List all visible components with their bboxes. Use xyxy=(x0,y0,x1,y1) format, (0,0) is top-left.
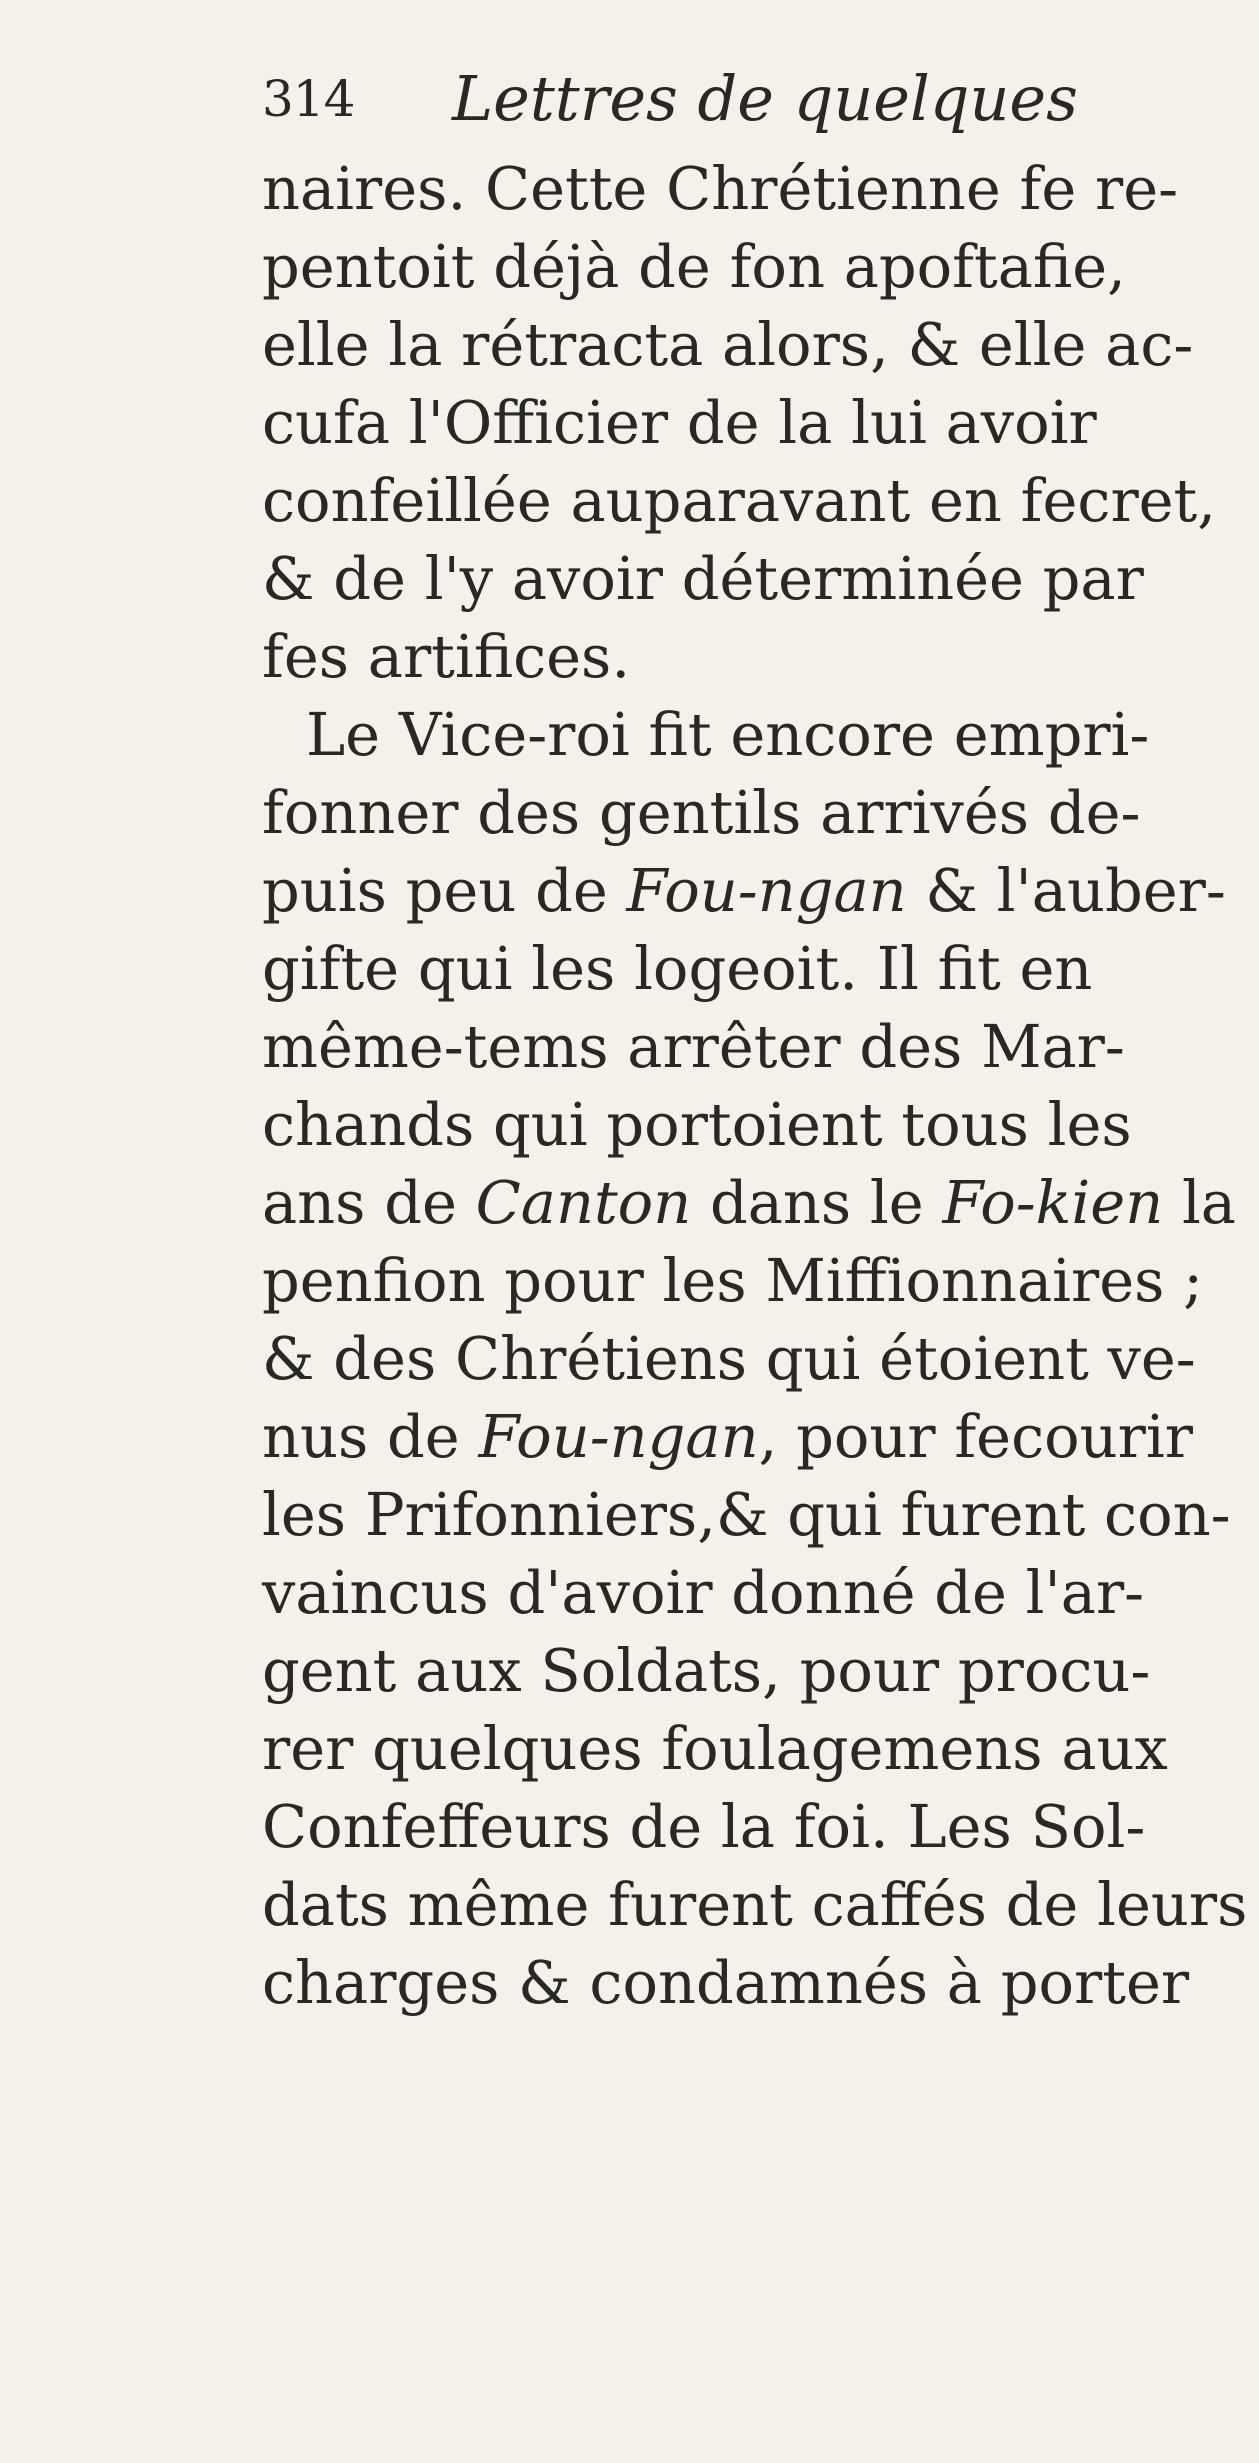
place-name-fou-ngan: Fou-ngan xyxy=(626,856,907,925)
place-name-fou-ngan: Fou-ngan xyxy=(478,1402,759,1471)
text-line-7: fes artifices. xyxy=(262,622,631,691)
text-line-22: Confeffeurs de la foi. Les Sol- xyxy=(262,1792,1146,1861)
text-line-16: & des Chrétiens qui étoient ve- xyxy=(262,1324,1196,1393)
text-line-3: elle la rétracta alors, & elle ac- xyxy=(262,310,1194,379)
text-line-10 xyxy=(262,852,1226,930)
text-line-15: penfion pour les Miffionnaires ; xyxy=(262,1246,1204,1315)
place-name-fo-kien: Fo-kien xyxy=(942,1168,1164,1237)
text-segment: dans le xyxy=(691,1168,943,1237)
text-line-19: vaincus d'avoir donné de l'ar- xyxy=(262,1558,1145,1627)
text-segment: ans de xyxy=(262,1168,476,1237)
text-line-14 xyxy=(262,1164,1236,1242)
text-line-1: naires. Cette Chrétienne fe re- xyxy=(262,154,1179,223)
text-line-21: rer quelques foulagemens aux xyxy=(262,1714,1168,1783)
text-segment: nus de xyxy=(262,1402,479,1471)
text-line-4: cufa l'Officier de la lui avoir xyxy=(262,388,1097,457)
text-line-9: fonner des gentils arrivés de- xyxy=(262,778,1141,847)
text-line-24: charges & condamnés à porter xyxy=(262,1948,1190,2017)
text-line-17 xyxy=(262,1398,1193,1476)
text-line-2: pentoit déjà de fon apoftafie, xyxy=(262,232,1126,301)
text-line-6: & de l'y avoir déterminée par xyxy=(262,544,1144,613)
place-name-canton: Canton xyxy=(475,1168,692,1237)
text-line-13: chands qui portoient tous les xyxy=(262,1090,1132,1159)
text-line-8-paragraph-start: Le Vice-roi fit encore empri- xyxy=(306,700,1150,769)
text-segment: , pour fecourir xyxy=(758,1402,1193,1471)
page-header xyxy=(262,58,1082,148)
running-title: Lettres de quelques xyxy=(452,62,1078,135)
text-segment: la xyxy=(1163,1168,1236,1237)
text-line-12: même-tems arrêter des Mar- xyxy=(262,1012,1125,1081)
text-line-5: confeillée auparavant en fecret, xyxy=(262,466,1217,535)
text-line-11: gifte qui les logeoit. Il fit en xyxy=(262,934,1093,1003)
page-number: 314 xyxy=(262,70,355,128)
text-line-20: gent aux Soldats, pour procu- xyxy=(262,1636,1151,1705)
text-line-23: dats même furent caffés de leurs xyxy=(262,1870,1248,1939)
text-segment: puis peu de xyxy=(262,856,627,925)
text-line-18: les Prifonniers,& qui furent con- xyxy=(262,1480,1231,1549)
text-segment: & l'auber- xyxy=(906,856,1226,925)
